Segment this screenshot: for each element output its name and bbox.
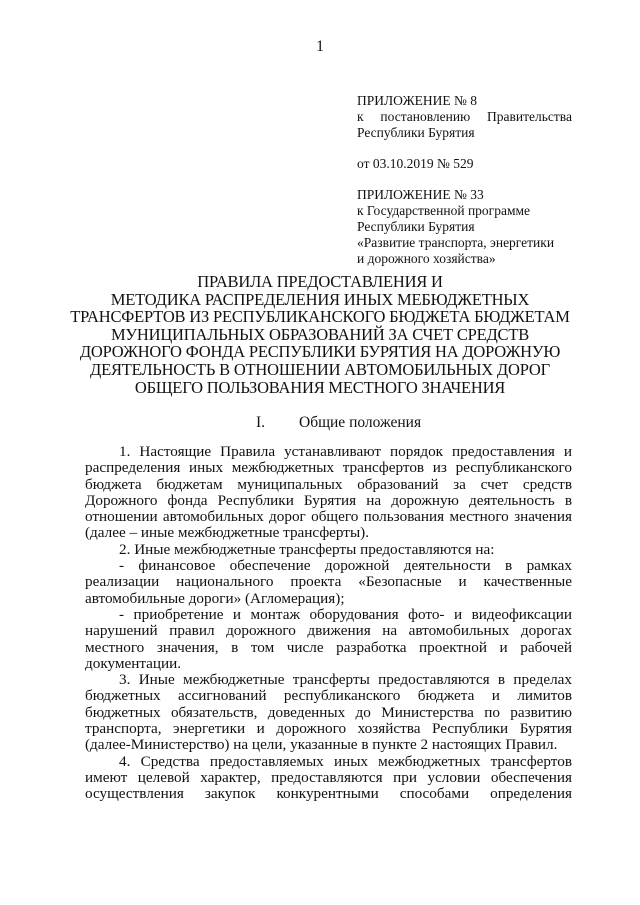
body-line: имеют целевой характер, предоставляются при условии обеспечения [85,768,572,786]
body-line: 1. Настоящие Правила устанавливают порядок предоставления и [119,443,572,460]
body-line: бюджетных обязательств, доведенных до Министерства по развитию [85,703,572,721]
page-number: 1 [316,38,324,55]
appendix-8-heading: ПРИЛОЖЕНИЕ № 8 [357,93,478,108]
section-number: I. [256,414,266,431]
appendix-8-word-k: к [357,109,364,124]
body-line: бюджетных ассигнований республиканского бюджета и лимитов [85,687,572,705]
appendix-8-word-government: Правительства [487,109,572,124]
title-line: ТРАНСФЕРТОВ ИЗ РЕСПУБЛИКАНСКОГО БЮДЖЕТА БЮДЖЕТАМ [70,307,570,327]
appendix-33-block [357,187,572,267]
appendix-8-block [357,93,572,141]
body-line: распределения иных межбюджетных трансфертов из республиканского [85,459,572,477]
body-line: 4. Средства предоставляемых иных межбюджетных трансфертов [119,752,572,770]
title-line: МЕТОДИКА РАСПРЕДЕЛЕНИЯ ИНЫХ МЕБЮДЖЕТНЫХ [110,289,530,309]
body-line: реализации национального проекта «Безопасные и качественные [85,573,572,591]
appendix-33-program-title-2: и дорожного хозяйства» [357,251,496,266]
body-line: отношении автомобильных дорог общего пользования местного значения [85,508,572,526]
body-line: документации. [85,654,182,672]
title-line: ДОРОЖНОГО ФОНДА РЕСПУБЛИКИ БУРЯТИЯ НА ДОРОЖНУЮ [79,342,561,362]
appendix-33-program: к Государственной программе [357,203,531,218]
appendix-8-republic: Республики Бурятия [357,125,475,140]
body-line: осуществления закупок конкурентными способами определения [85,785,572,803]
body-line: (далее-Министерство) на цели, указанные в пункте 2 настоящих Правил. [85,736,558,754]
body-line: (далее – иные межбюджетные трансферты). [85,524,370,542]
title-line: ОБЩЕГО ПОЛЬЗОВАНИЯ МЕСТНОГО ЗНАЧЕНИЯ [134,377,506,397]
body-line: нарушений правил дорожного движения на автомобильных дорогах [85,622,572,640]
body-line: 3. Иные межбюджетные трансферты предоставляются в пределах [119,671,572,689]
title-line: МУНИЦИПАЛЬНЫХ ОБРАЗОВАНИЙ ЗА СЧЕТ СРЕДСТВ [110,324,530,344]
body-line: местного значения, в том числе разработка проектной и рабочей [85,638,572,656]
section-title: Общие положения [299,414,422,431]
body-line: 2. Иные межбюджетные трансферты предоставляются на: [119,540,495,558]
title-line: ДЕЯТЕЛЬНОСТЬ В ОТНОШЕНИИ АВТОМОБИЛЬНЫХ ДОРОГ [90,359,550,379]
body-line: - приобретение и монтаж оборудования фото- и видеофиксации [119,605,572,623]
document-title [60,273,580,396]
body-line: - финансовое обеспечение дорожной деятельности в рамках [119,557,572,575]
body-line: автомобильные дороги» (Агломерация); [85,589,345,607]
appendix-8-resolution-line [357,109,572,125]
body-line: Дорожного фонда Республики Бурятия на дорожную деятельность в [85,491,572,509]
body-line: бюджета бюджетам муниципальных образований за счет средств [85,475,572,493]
appendix-8-word-resolution: постановлению [380,109,471,124]
appendix-33-republic: Республики Бурятия [357,219,475,234]
title-line: ПРАВИЛА ПРЕДОСТАВЛЕНИЯ И [197,272,443,291]
body-text [85,444,572,803]
appendix-date: от 03.10.2019 № 529 [357,156,474,171]
appendix-33-program-title-1: «Развитие транспорта, энергетики [357,235,555,250]
appendix-33-heading: ПРИЛОЖЕНИЕ № 33 [357,187,484,202]
body-line: транспорта, энергетики и дорожного хозяйства Республики Бурятия [85,720,572,738]
